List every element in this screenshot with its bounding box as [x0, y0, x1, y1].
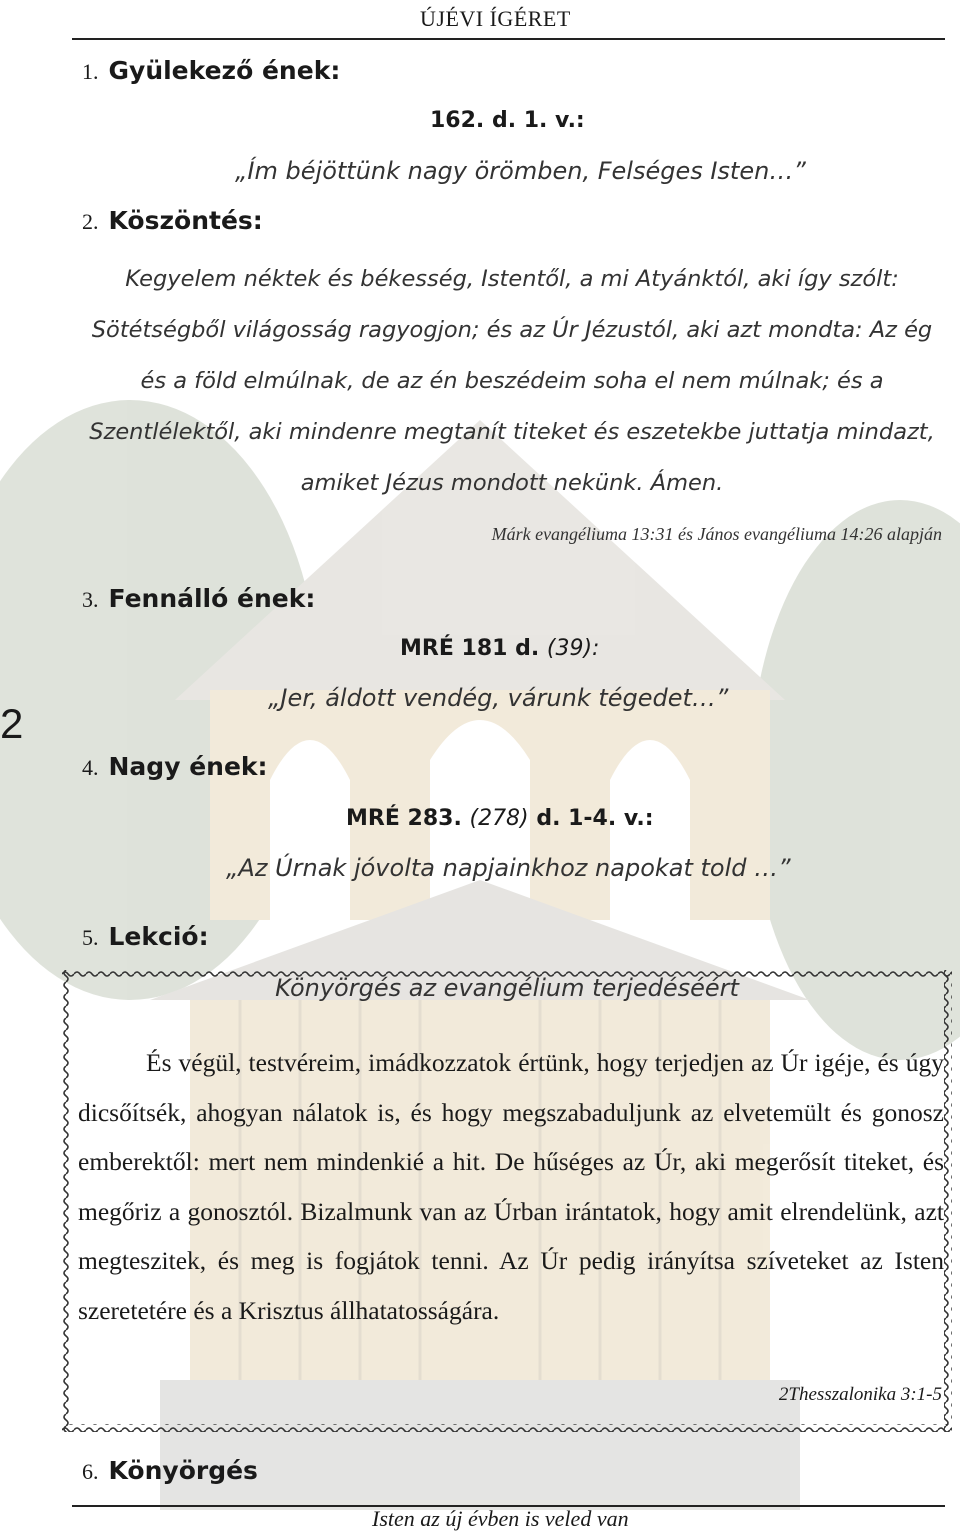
song-3-reference	[400, 636, 599, 661]
section-label: Köszöntés:	[108, 206, 263, 235]
song-4-lyric: „Az Úrnak jóvolta napjainkhoz napokat told …”	[226, 854, 791, 882]
reading-box	[62, 970, 952, 1432]
reading-text: És végül, testvéreim, imádkozzatok értünk, hogy terjedjen az Úr igéje, és úgy dicsőítsék, ahogyan nálatok is, és hogy megszabaduljunk az elvetemült és gonosz emberektől: mert nem mindenkié a hit. De hűséges az Úr, aki megerősít titeket, és megőriz a gonosztól. Bizalmunk van az Úrban irántatok, hogy amit elrendelünk, azt megteszitek, és meg is fogjátok tenni. Az Úr pedig irányítsa szíveteket az Isten szeretetére és a Krisztus állhatatosságára.	[78, 1048, 944, 1325]
section-number: 2.	[82, 209, 99, 234]
section-4-heading	[82, 752, 268, 781]
reading-title: Könyörgés az evangélium terjedéséért	[275, 974, 739, 1002]
song-4-ref-bold: MRÉ 283.	[346, 806, 462, 831]
song-3-ref-bold: MRÉ 181 d.	[400, 636, 540, 661]
song-3-lyric: „Jer, áldott vendég, várunk tégedet…”	[268, 684, 729, 712]
song-4-reference	[346, 806, 654, 831]
section-number: 4.	[82, 755, 99, 780]
section-3-heading	[82, 584, 315, 613]
song-4-ref-tail: d. 1-4. v.:	[536, 806, 654, 831]
section-6-heading	[82, 1456, 258, 1485]
section-number: 5.	[82, 925, 99, 950]
song-4-ref-italic: (278)	[469, 806, 529, 831]
song-1-lyric: „Ím béjöttünk nagy örömben, Felséges Isten…”	[235, 157, 806, 185]
section-number: 1.	[82, 59, 99, 84]
footer-text: Isten az új évben is veled van	[372, 1506, 629, 1531]
section-1-heading	[82, 56, 340, 85]
section-label: Gyülekező ének:	[108, 56, 341, 85]
section-number: 3.	[82, 587, 99, 612]
greeting-text: Kegyelem néktek és békesség, Istentől, a mi Atyánktól, aki így szólt: Sötétségből világosság ragyogjon; és az Úr Jézustól, aki azt mondta: Az ég és a föld elmúlnak, de az én beszédeim soha el nem múlnak; és a Szentlélektől, aki mindenre megtanít titeket és eszetekbe juttatja mindazt, amiket Jézus mondott nekünk. Ámen.	[89, 266, 935, 496]
page-title: ÚJÉVI ÍGÉRET	[420, 6, 571, 31]
section-label: Fennálló ének:	[108, 584, 316, 613]
section-label: Nagy ének:	[108, 752, 268, 781]
section-label: Lekció:	[108, 922, 209, 951]
section-5-heading	[82, 922, 209, 951]
page-number: 2	[0, 700, 24, 747]
song-3-ref-italic: (39):	[546, 636, 600, 661]
section-number: 6.	[82, 1459, 99, 1484]
song-1-reference: 162. d. 1. v.:	[430, 108, 585, 133]
greeting-source: Márk evangéliuma 13:31 és János evangéliuma 14:26 alapján	[491, 524, 942, 544]
header-rule	[72, 38, 945, 40]
section-2-heading	[82, 206, 263, 235]
reading-source: 2Thesszalonika 3:1-5	[778, 1384, 942, 1405]
section-label: Könyörgés	[108, 1456, 258, 1485]
